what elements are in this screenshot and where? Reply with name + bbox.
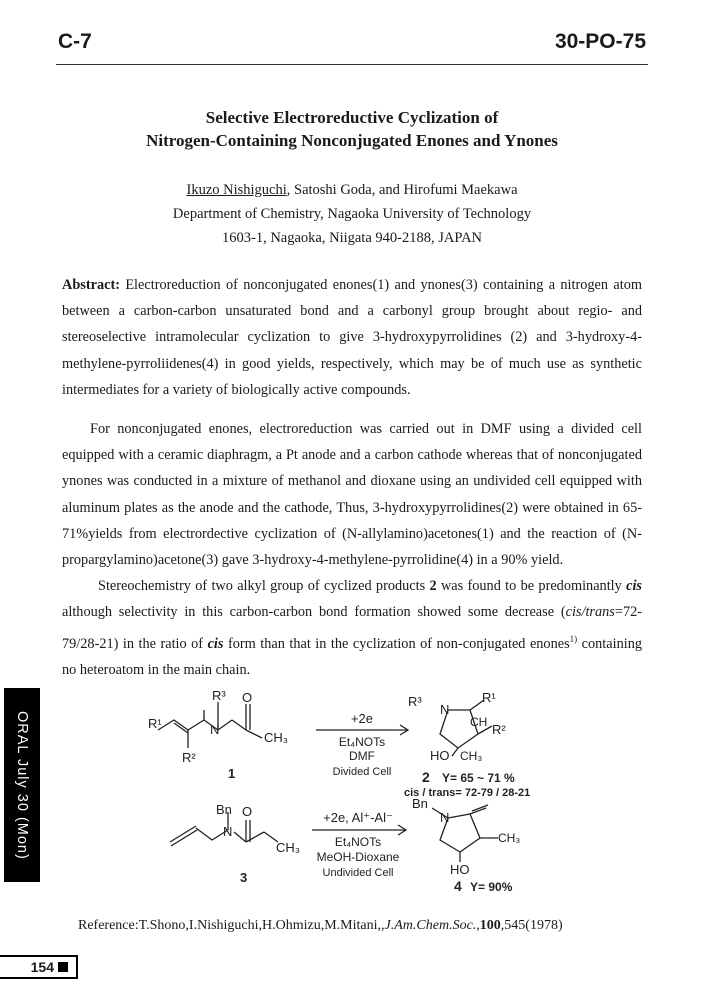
compound-3-label: 3 [240,870,248,885]
ho-label-4: HO [450,862,470,877]
header-rule [56,64,648,65]
reactant-3-alkyne [170,826,196,842]
arrow-2-top: +2e, Al⁺-Al⁻ [323,810,393,825]
ch3-label-4: CH₃ [498,831,521,845]
arrow-2-solvent: MeOH-Dioxane [316,850,400,864]
ch-label: CH [470,715,488,729]
n-label-4: N [440,810,450,825]
carbonyl-o-label-3: O [242,804,253,819]
r1-label: R¹ [148,716,162,731]
r3-label-2: R³ [408,694,422,709]
reactant-1-chain [158,720,232,730]
carbonyl-o-label: O [242,690,253,705]
bn-label-4: Bn [412,796,428,811]
abstract-label: Abstract: [62,277,120,293]
presenting-author: Ikuzo Nishiguchi [186,182,287,198]
reaction-scheme [130,690,580,902]
page-marker-icon [58,962,68,972]
n-label-1: N [210,722,220,737]
page-number: 154 [0,955,78,979]
side-tab: ORAL July 30 (Mon) [4,688,40,882]
ch3-label-1: CH₃ [264,730,289,745]
paragraph-1: For nonconjugated enones, electroreduction was carried out in DMF using a divided cell equipped with a ceramic diaphragm, a Pt anode and a carbon cathode whereas that of nonconjugated ynones was conducted in a mixture of methanol and dioxane using an undivided cell equipped with aluminum plates as the anode and the cathode, Thus, 3-hydroxypyrrolidines(2) were obtained in 65-71%yields from electrordective cyclization of (N-allylamino)acetones(1) and the reaction of (N-propargylamino)acetone(3) gave 3-hydroxy-4-methylene-pyrrolidine(4) in a 90% yield. [62,421,642,569]
title-line-2: Nitrogen-Containing Nonconjugated Enones and Ynones [146,131,558,150]
n-label-2: N [440,702,450,717]
compound-2-label: 2 [422,769,430,785]
yield-4: Y= 90% [470,880,513,894]
cis-trans-ratio: cis / trans= 72-79 / 28-21 [404,787,531,799]
n-label-3: N [223,824,233,839]
arrow-1-solvent: DMF [349,749,375,763]
address: 1603-1, Nagaoka, Niigata 940-2188, JAPAN [221,230,483,246]
compound-1-label: 1 [228,766,236,781]
abstract [62,272,642,403]
co-authors: , Satoshi Goda, and Hirofumi Maekawa [286,182,518,198]
affiliation: Department of Chemistry, Nagaoka University of Technology [172,206,532,222]
abstract-text: Electroreduction of nonconjugated enones(1) and ynones(3) containing a nitrogen atom between a carbon-carbon unsaturated bond and a carbonyl group brought about regio- and stereoselective intramolecular cyclization to give 3-hydroxypyrrolidines (2) and 3-hydroxy-4-methylene-pyrroliidenes(4) in good yields, respectively, which may be of much use as synthetic intermediates for a variety of biologically active compounds. [62,277,642,398]
ch3-label-2: CH₃ [460,749,483,763]
compound-4-label: 4 [454,878,462,894]
arrow-1-reagent: Et₄NOTs [338,735,386,749]
session-code: C-7 [58,30,92,53]
author-list [0,179,704,202]
r2-label-2: R² [492,722,506,737]
reference: Reference:T.Shono,I.Nishiguchi,H.Ohmizu,M.Mitani,,J.Am.Chem.Soc.,100,545(1978) [78,918,563,933]
paper-code: 30-PO-75 [554,30,646,53]
paragraph-2: Stereochemistry of two alkyl group of cyclized products 2 was found to be predominantly cis although selectivity in this carbon-carbon bond formation showed some decrease (cis/trans=72-79/28-21) in the ratio of cis form than that in the cyclization of non-conjugated enones$^{1)}$ containing no heteroatom in the main chain. [62,578,642,678]
r1-label-2: R¹ [482,690,496,705]
bn-label-3: Bn [216,802,232,817]
r3-label: R³ [212,690,226,703]
title-line-1: Selective Electroreductive Cyclization of [205,108,499,127]
arrow-1-cell: Divided Cell [332,766,392,778]
arrow-2-cell: Undivided Cell [322,867,394,879]
body-text [62,416,642,683]
ho-label-2: HO [430,748,450,763]
arrow-1-top: +2e [350,711,374,726]
r2-label: R² [182,750,196,765]
ch3-label-3: CH₃ [276,840,301,855]
arrow-2-reagent: Et₄NOTs [334,835,382,849]
yield-2: Y= 65 ~ 71 % [442,771,515,785]
